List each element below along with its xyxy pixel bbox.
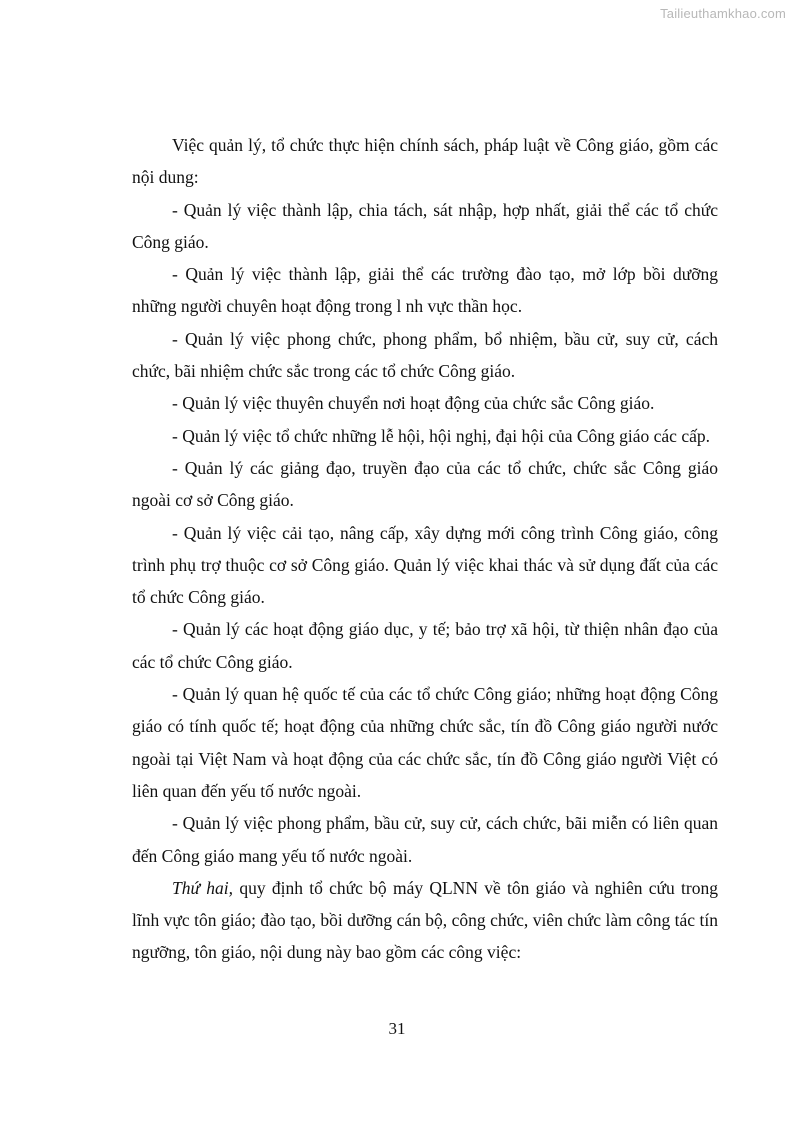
list-item: - Quản lý việc thuyên chuyển nơi hoạt động của chức sắc Công giáo. [172, 393, 655, 414]
watermark-text: Tailieuthamkhao.com [660, 6, 786, 21]
list-item: - Quản lý việc thành lập, chia tách, sát nhập, hợp nhất, giải thể các tổ chức Công giáo. [132, 199, 718, 252]
list-item: - Quản lý việc thành lập, giải thể các trường đào tạo, mở lớp bồi dưỡng những người chuyên hoạt động trong l nh vực thần học. [132, 264, 718, 317]
paragraph-thu-hai [132, 872, 718, 969]
list-item: - Quản lý việc phong chức, phong phẩm, bổ nhiệm, bầu cử, suy cử, cách chức, bãi nhiệm chức sắc trong các tổ chức Công giáo. [132, 328, 718, 382]
page-number: 31 [388, 1019, 406, 1038]
list-item: - Quản lý việc phong phẩm, bầu cử, suy cử, cách chức, bãi miễn có liên quan đến Công giáo mang yếu tố nước ngoài. [132, 813, 718, 866]
paragraph-lead-italic: Thứ hai, [172, 877, 234, 898]
paragraph-body: quy định tổ chức bộ máy QLNN về tôn giáo và nghiên cứu trong lĩnh vực tôn giáo; đào tạo, bồi dưỡng cán bộ, công chức, viên chức làm công tác tín ngưỡng, tôn giáo, nội dung này bao gồm các công việc: [132, 877, 719, 963]
document-body [132, 129, 718, 969]
list-item: - Quản lý các hoạt động giáo dục, y tế; bảo trợ xã hội, từ thiện nhân đạo của các tổ chức Công giáo. [132, 619, 718, 672]
list-item: - Quản lý quan hệ quốc tế của các tổ chức Công giáo; những hoạt động Công giáo có tính quốc tế; hoạt động của những chức sắc, tín đồ Công giáo người nước ngoài tại Việt Nam và hoạt động của các chức sắc, tín đồ Công giáo người Việt có liên quan đến yếu tố nước ngoài. [132, 684, 718, 801]
list-item: - Quản lý việc cải tạo, nâng cấp, xây dựng mới công trình Công giáo, công trình phụ trợ thuộc cơ sở Công giáo. Quản lý việc khai thác và sử dụng đất của các tổ chức Công giáo. [132, 522, 718, 608]
list-item: - Quản lý việc tổ chức những lễ hội, hội nghị, đại hội của Công giáo các cấp. [172, 425, 710, 446]
paragraph-intro: Việc quản lý, tổ chức thực hiện chính sách, pháp luật về Công giáo, gồm các nội dung: [132, 135, 718, 188]
list-item: - Quản lý các giảng đạo, truyền đạo của các tổ chức, chức sắc Công giáo ngoài cơ sở Công giáo. [132, 457, 718, 511]
